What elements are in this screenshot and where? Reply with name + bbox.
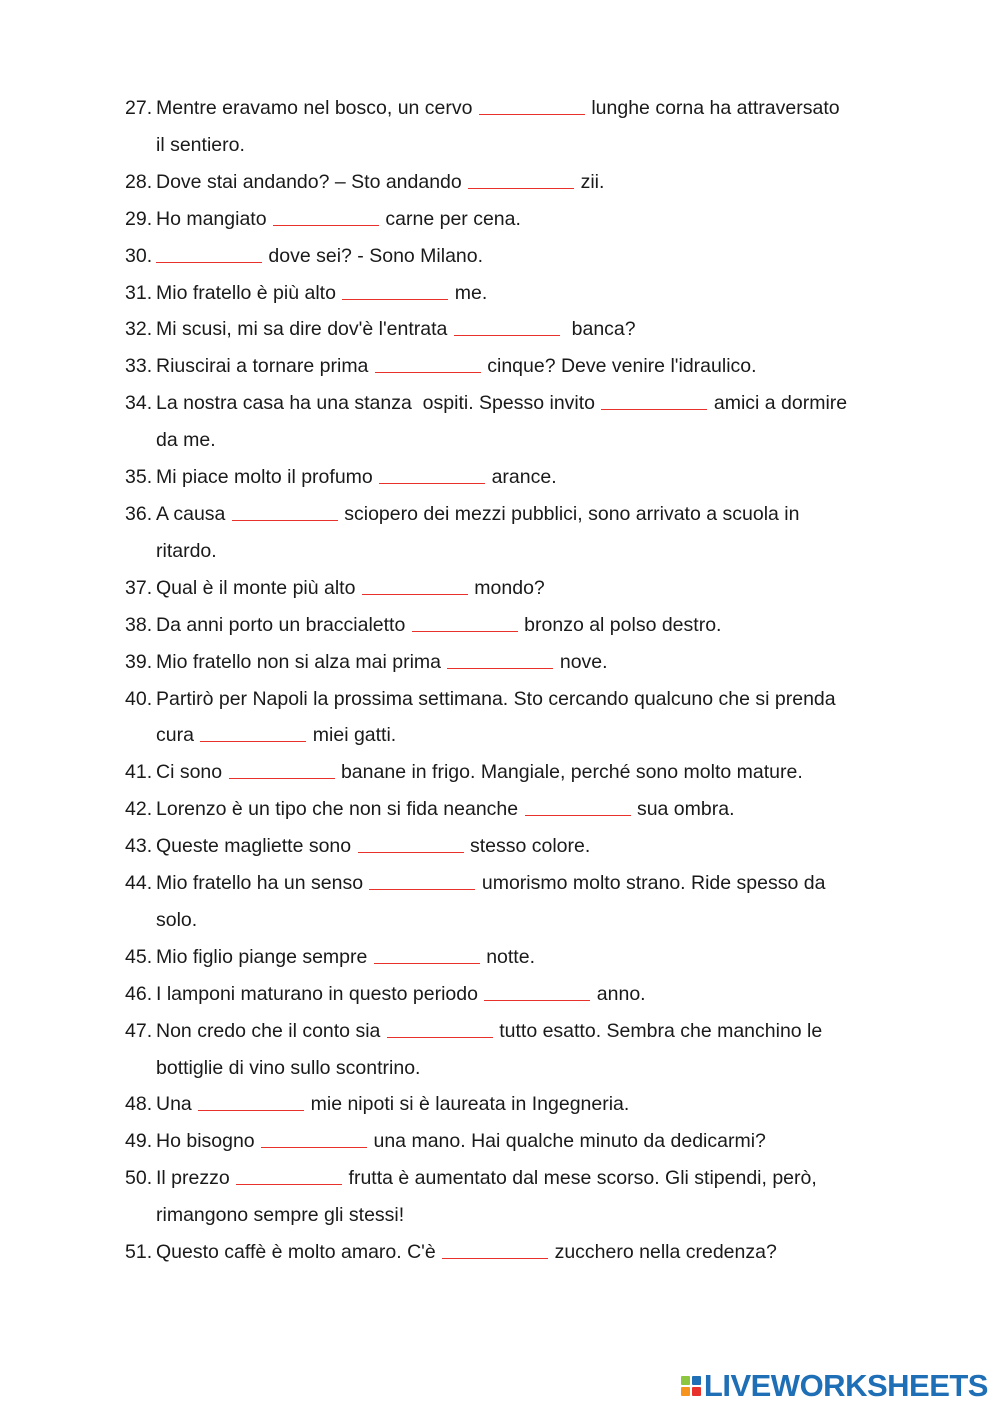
item-number: 41. bbox=[125, 761, 153, 784]
exercise-item-28 bbox=[0, 164, 916, 201]
answer-blank[interactable] bbox=[387, 1036, 493, 1038]
logo-square-orange bbox=[681, 1387, 690, 1396]
logo-square-green bbox=[681, 1376, 690, 1385]
item-text-continued: ritardo. bbox=[156, 539, 217, 562]
item-number: 36. bbox=[125, 502, 153, 525]
item-number: 33. bbox=[125, 355, 153, 378]
item-number: 27. bbox=[125, 97, 153, 119]
answer-blank[interactable] bbox=[261, 1146, 367, 1148]
exercise-item-32 bbox=[0, 311, 916, 348]
answer-blank[interactable] bbox=[447, 667, 553, 669]
answer-blank[interactable] bbox=[369, 888, 475, 890]
item-text: anno. bbox=[591, 982, 646, 1005]
item-text: dove sei? - Sono Milano. bbox=[263, 244, 484, 267]
answer-blank[interactable] bbox=[412, 630, 518, 632]
item-text: cinque? Deve venire l'idraulico. bbox=[481, 355, 757, 378]
item-number: 49. bbox=[125, 1130, 153, 1153]
item-text: Ho bisogno bbox=[156, 1130, 261, 1153]
answer-blank[interactable] bbox=[156, 261, 262, 263]
exercise-item-40 bbox=[0, 681, 916, 755]
answer-blank[interactable] bbox=[374, 962, 480, 964]
item-text: sciopero dei mezzi pubblici, sono arrivato a scuola in bbox=[338, 502, 800, 525]
exercise-item-39 bbox=[0, 644, 916, 681]
item-text: stesso colore. bbox=[464, 835, 591, 858]
answer-blank[interactable] bbox=[468, 187, 574, 189]
item-text: Ho mangiato bbox=[156, 207, 272, 230]
exercise-item-44 bbox=[0, 865, 916, 939]
answer-blank[interactable] bbox=[229, 777, 335, 779]
item-text: Una bbox=[156, 1093, 198, 1116]
item-text: Riuscirai a tornare prima bbox=[156, 355, 374, 378]
item-text: La nostra casa ha una stanza ospiti. Spesso invito bbox=[156, 392, 601, 415]
exercise-item-46 bbox=[0, 976, 916, 1013]
item-text: una mano. Hai qualche minuto da dedicarmi? bbox=[368, 1130, 766, 1153]
item-text: frutta è aumentato dal mese scorso. Gli stipendi, però, bbox=[343, 1167, 817, 1190]
item-text-continued: solo. bbox=[156, 908, 198, 931]
exercise-item-31 bbox=[0, 275, 916, 312]
item-text: Mio fratello è più alto bbox=[156, 281, 342, 304]
exercise-item-34 bbox=[0, 385, 916, 459]
item-number: 47. bbox=[125, 1019, 153, 1042]
answer-blank[interactable] bbox=[379, 482, 485, 484]
answer-blank[interactable] bbox=[479, 113, 585, 115]
logo-square-red bbox=[692, 1387, 701, 1396]
item-text: nove. bbox=[554, 650, 608, 673]
item-text: arance. bbox=[486, 466, 557, 489]
item-text: carne per cena. bbox=[379, 207, 521, 230]
exercise-item-43 bbox=[0, 828, 916, 865]
item-text: mondo? bbox=[468, 576, 545, 599]
exercise-item-42 bbox=[0, 791, 916, 828]
exercise-item-35 bbox=[0, 459, 916, 496]
item-number: 28. bbox=[125, 170, 153, 193]
exercise-item-37 bbox=[0, 570, 916, 607]
item-text: tutto esatto. Sembra che manchino le bbox=[493, 1019, 823, 1042]
answer-blank[interactable] bbox=[525, 814, 631, 816]
item-number: 51. bbox=[125, 1241, 153, 1264]
answer-blank[interactable] bbox=[198, 1109, 304, 1111]
answer-blank[interactable] bbox=[342, 298, 448, 300]
item-text: Lorenzo è un tipo che non si fida neanche bbox=[156, 798, 524, 821]
item-number: 44. bbox=[125, 872, 153, 895]
answer-blank[interactable] bbox=[362, 593, 468, 595]
item-text-continued: il sentiero. bbox=[156, 133, 245, 156]
item-number: 42. bbox=[125, 798, 153, 821]
exercise-item-49 bbox=[0, 1123, 916, 1160]
item-text: Da anni porto un braccialetto bbox=[156, 613, 411, 636]
item-text: A causa bbox=[156, 502, 231, 525]
item-text: miei gatti. bbox=[307, 724, 397, 747]
answer-blank[interactable] bbox=[454, 334, 560, 336]
item-text: Mio fratello non si alza mai prima bbox=[156, 650, 447, 673]
item-text: Il prezzo bbox=[156, 1167, 236, 1190]
item-text: Partirò per Napoli la prossima settimana. Sto cercando qualcuno che si prenda bbox=[156, 687, 836, 710]
item-text: Qual è il monte più alto bbox=[156, 576, 361, 599]
item-text-continued: bottiglie di vino sullo scontrino. bbox=[156, 1056, 421, 1079]
item-text: bronzo al polso destro. bbox=[518, 613, 722, 636]
exercise-item-36 bbox=[0, 496, 916, 570]
item-number: 30. bbox=[125, 244, 153, 267]
item-text: me. bbox=[449, 281, 488, 304]
item-number: 31. bbox=[125, 281, 153, 304]
exercise-item-33 bbox=[0, 348, 916, 385]
item-text: sua ombra. bbox=[631, 798, 735, 821]
item-number: 37. bbox=[125, 576, 153, 599]
answer-blank[interactable] bbox=[484, 999, 590, 1001]
exercise-item-51 bbox=[0, 1234, 916, 1271]
item-text-continued: rimangono sempre gli stessi! bbox=[156, 1204, 405, 1227]
item-text: banane in frigo. Mangiale, perché sono molto mature. bbox=[335, 761, 803, 784]
answer-blank[interactable] bbox=[442, 1257, 548, 1259]
worksheet bbox=[0, 90, 1000, 1271]
item-number: 35. bbox=[125, 466, 153, 489]
item-text-continued: da me. bbox=[156, 429, 216, 452]
exercise-item-45 bbox=[0, 939, 916, 976]
item-text: Mi piace molto il profumo bbox=[156, 466, 379, 489]
exercise-item-48 bbox=[0, 1086, 916, 1123]
exercise-item-29 bbox=[0, 201, 916, 238]
item-text: Ci sono bbox=[156, 761, 228, 784]
item-text: I lamponi maturano in questo periodo bbox=[156, 982, 484, 1005]
item-text: Dove stai andando? – Sto andando bbox=[156, 170, 468, 193]
logo-grid-icon bbox=[681, 1376, 701, 1396]
item-text: banca? bbox=[560, 318, 636, 341]
exercise-item-50 bbox=[0, 1160, 916, 1234]
item-text: Non credo che il conto sia bbox=[156, 1019, 386, 1042]
liveworksheets-logo[interactable] bbox=[681, 1368, 988, 1404]
answer-blank[interactable] bbox=[273, 224, 379, 226]
item-text: Questo caffè è molto amaro. C'è bbox=[156, 1241, 442, 1264]
answer-blank[interactable] bbox=[601, 408, 707, 410]
item-text: Mi scusi, mi sa dire dov'è l'entrata bbox=[156, 318, 453, 341]
item-number: 29. bbox=[125, 207, 153, 230]
exercise-item-38 bbox=[0, 607, 916, 644]
item-text: zucchero nella credenza? bbox=[549, 1241, 777, 1264]
item-number: 50. bbox=[125, 1167, 153, 1190]
item-text: Queste magliette sono bbox=[156, 835, 357, 858]
logo-text: LIVEWORKSHEETS bbox=[703, 1368, 988, 1403]
item-text: zii. bbox=[575, 170, 605, 193]
logo-square-blue bbox=[692, 1376, 701, 1385]
item-text-continued: cura bbox=[156, 724, 200, 747]
answer-blank[interactable] bbox=[358, 851, 464, 853]
item-number: 39. bbox=[125, 650, 153, 673]
item-number: 46. bbox=[125, 982, 153, 1005]
item-text: lunghe corna ha attraversato bbox=[585, 97, 840, 119]
exercise-item-47 bbox=[0, 1013, 916, 1087]
item-text: Mentre eravamo nel bosco, un cervo bbox=[156, 97, 478, 119]
item-text: Mio figlio piange sempre bbox=[156, 945, 373, 968]
item-number: 43. bbox=[125, 835, 153, 858]
exercise-item-30 bbox=[0, 238, 916, 275]
exercise-item-41 bbox=[0, 754, 916, 791]
item-text: notte. bbox=[480, 945, 535, 968]
item-text: mie nipoti si è laureata in Ingegneria. bbox=[305, 1093, 630, 1116]
item-text: Mio fratello ha un senso bbox=[156, 872, 369, 895]
answer-blank[interactable] bbox=[375, 371, 481, 373]
item-text: umorismo molto strano. Ride spesso da bbox=[476, 872, 826, 895]
item-number: 38. bbox=[125, 613, 153, 636]
item-number: 48. bbox=[125, 1093, 153, 1116]
item-text: amici a dormire bbox=[708, 392, 848, 415]
item-number: 45. bbox=[125, 945, 153, 968]
answer-blank[interactable] bbox=[236, 1183, 342, 1185]
answer-blank[interactable] bbox=[232, 519, 338, 521]
item-number: 32. bbox=[125, 318, 153, 341]
answer-blank[interactable] bbox=[200, 740, 306, 742]
exercise-item-27 bbox=[0, 90, 916, 164]
item-number: 34. bbox=[125, 392, 153, 415]
item-number: 40. bbox=[125, 687, 153, 710]
